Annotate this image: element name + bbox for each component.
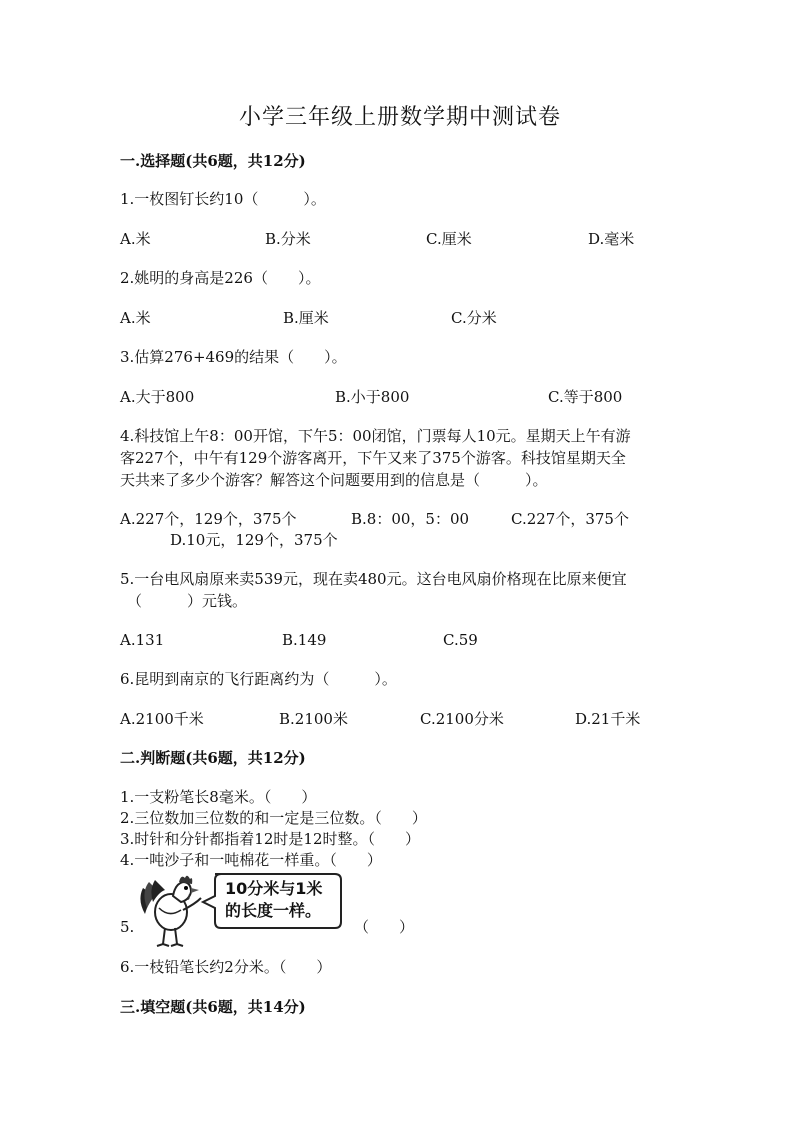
question-3-option-b: B.小于800	[335, 388, 410, 406]
question-6-option-b: B.2100米	[279, 710, 348, 728]
question-5-line-2: （ ）元钱。	[127, 592, 248, 610]
question-3-option-a: A.大于800	[120, 388, 195, 406]
question-1-option-a: A.米	[120, 230, 151, 248]
question-1-stem: 1.一枚图钉长约10（ ）。	[120, 190, 326, 208]
question-5-option-b: B.149	[282, 631, 327, 649]
tf-question-1: 1.一支粉笔长8毫米。（ ）	[120, 788, 317, 806]
question-2-option-a: A.米	[120, 309, 151, 327]
bubble-line-1: 10分米与1米	[225, 879, 323, 898]
tf-question-5-number: 5.	[120, 918, 135, 936]
question-5-option-a: A.131	[120, 631, 165, 649]
tf-question-4: 4.一吨沙子和一吨棉花一样重。（ ）	[120, 851, 382, 869]
question-4-line-2: 客227个，中午有129个游客离开，下午又来了375个游客。科技馆星期天全	[120, 449, 626, 467]
question-2-option-c: C.分米	[451, 309, 497, 327]
question-1-option-d: D.毫米	[588, 230, 635, 248]
tf-question-5-paren: （ ）	[354, 918, 415, 936]
bubble-line-2: 的长度一样。	[225, 901, 322, 920]
section-heading-fill-blank: 三.填空题(共6题，共14分)	[120, 998, 306, 1016]
tf-question-2: 2.三位数加三位数的和一定是三位数。（ ）	[120, 809, 427, 827]
section-heading-true-false: 二.判断题(共6题，共12分)	[120, 749, 306, 767]
tf-question-3: 3.时针和分针都指着12时是12时整。（ ）	[120, 830, 420, 848]
question-6-option-c: C.2100分米	[420, 710, 504, 728]
section-heading-choice: 一.选择题(共6题，共12分)	[120, 152, 306, 170]
question-2-option-b: B.厘米	[283, 309, 329, 327]
question-4-line-1: 4.科技馆上午8：00开馆，下午5：00闭馆，门票每人10元。星期天上午有游	[120, 427, 631, 445]
question-5-line-1: 5.一台电风扇原来卖539元，现在卖480元。这台电风扇价格现在比原来便宜	[120, 570, 627, 588]
question-4-line-3: 天共来了多少个游客？解答这个问题要用到的信息是（ ）。	[120, 471, 548, 489]
question-3-option-c: C.等于800	[548, 388, 623, 406]
question-5-option-c: C.59	[443, 631, 478, 649]
question-4-option-c: C.227个，375个	[511, 510, 629, 528]
question-2-stem: 2.姚明的身高是226（ ）。	[120, 269, 321, 287]
question-1-option-c: C.厘米	[426, 230, 472, 248]
question-4-option-a: A.227个，129个，375个	[120, 510, 297, 528]
tf-question-6: 6.一枝铅笔长约2分米。（ ）	[120, 958, 332, 976]
question-4-option-b: B.8：00，5：00	[351, 510, 470, 528]
question-4-option-d: D.10元，129个，375个	[170, 531, 338, 549]
page-title: 小学三年级上册数学期中测试卷	[238, 105, 561, 130]
question-3-stem: 3.估算276+469的结果（ ）。	[120, 348, 347, 366]
question-1-option-b: B.分米	[265, 230, 311, 248]
question-6-stem: 6.昆明到南京的飞行距离约为（ ）。	[120, 670, 397, 688]
question-6-option-a: A.2100千米	[120, 710, 204, 728]
question-6-option-d: D.21千米	[575, 710, 641, 728]
